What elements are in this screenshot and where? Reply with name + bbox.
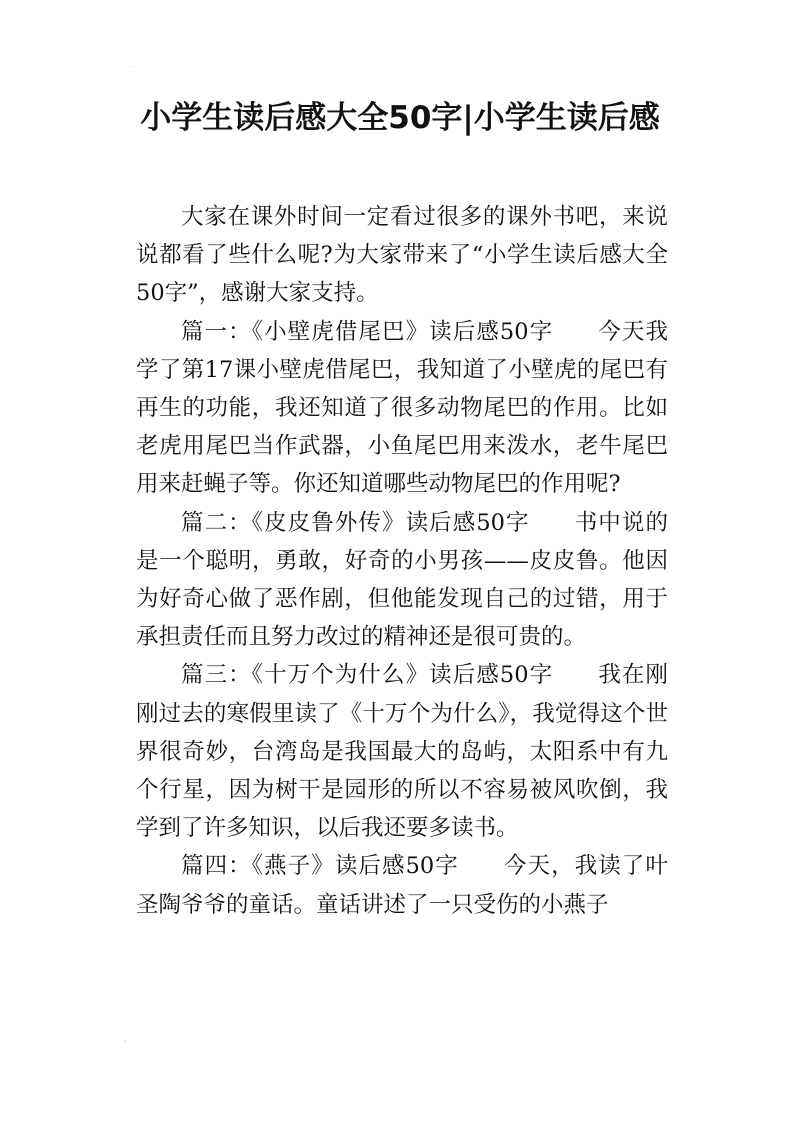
section-1-heading: 篇一：《小壁虎借尾巴》读后感50字	[181, 318, 554, 345]
document-body	[136, 198, 668, 924]
section-4-heading: 篇四：《燕子》读后感50字	[181, 853, 459, 880]
scan-speck: .	[130, 60, 133, 69]
section-4-text: 今天，我读了叶圣陶爷爷的童话。童话讲述了一只受伤的小燕子	[136, 853, 668, 918]
section-2-paragraph	[136, 504, 668, 657]
scan-speck-bottom: ,	[124, 1034, 127, 1043]
section-2-heading: 篇二：《皮皮鲁外传》读后感50字	[181, 509, 530, 536]
section-3-heading: 篇三：《十万个为什么》读后感50字	[181, 662, 554, 689]
section-2-text: 书中说的是一个聪明，勇敢，好奇的小男孩——皮皮鲁。他因为好奇心做了恶作剧，但他能发现自己的过错，用于承担责任而且努力改过的精神还是很可贵的。	[136, 509, 668, 651]
section-3-paragraph	[136, 656, 668, 847]
section-1-text: 今天我学了第17课小壁虎借尾巴，我知道了小壁虎的尾巴有再生的功能，我还知道了很多动物尾巴的作用。比如老虎用尾巴当作武器，小鱼尾巴用来泼水，老牛尾巴用来赶蝇子等。你还知道哪些动物尾巴的作用呢?	[136, 318, 668, 498]
section-4-paragraph	[136, 847, 668, 923]
section-1-paragraph	[136, 313, 668, 504]
section-3-text: 我在刚刚过去的寒假里读了《十万个为什么》，我觉得这个世界很奇妙，台湾岛是我国最大的岛屿，太阳系中有九个行星，因为树干是园形的所以不容易被风吹倒，我学到了许多知识，以后我还要多读书。	[136, 662, 668, 842]
document-title: 小学生读后感大全50字|小学生读后感	[140, 100, 660, 136]
intro-paragraph: 大家在课外时间一定看过很多的课外书吧，来说说都看了些什么呢?为大家带来了“小学生读后感大全50字”，感谢大家支持。	[136, 204, 668, 307]
